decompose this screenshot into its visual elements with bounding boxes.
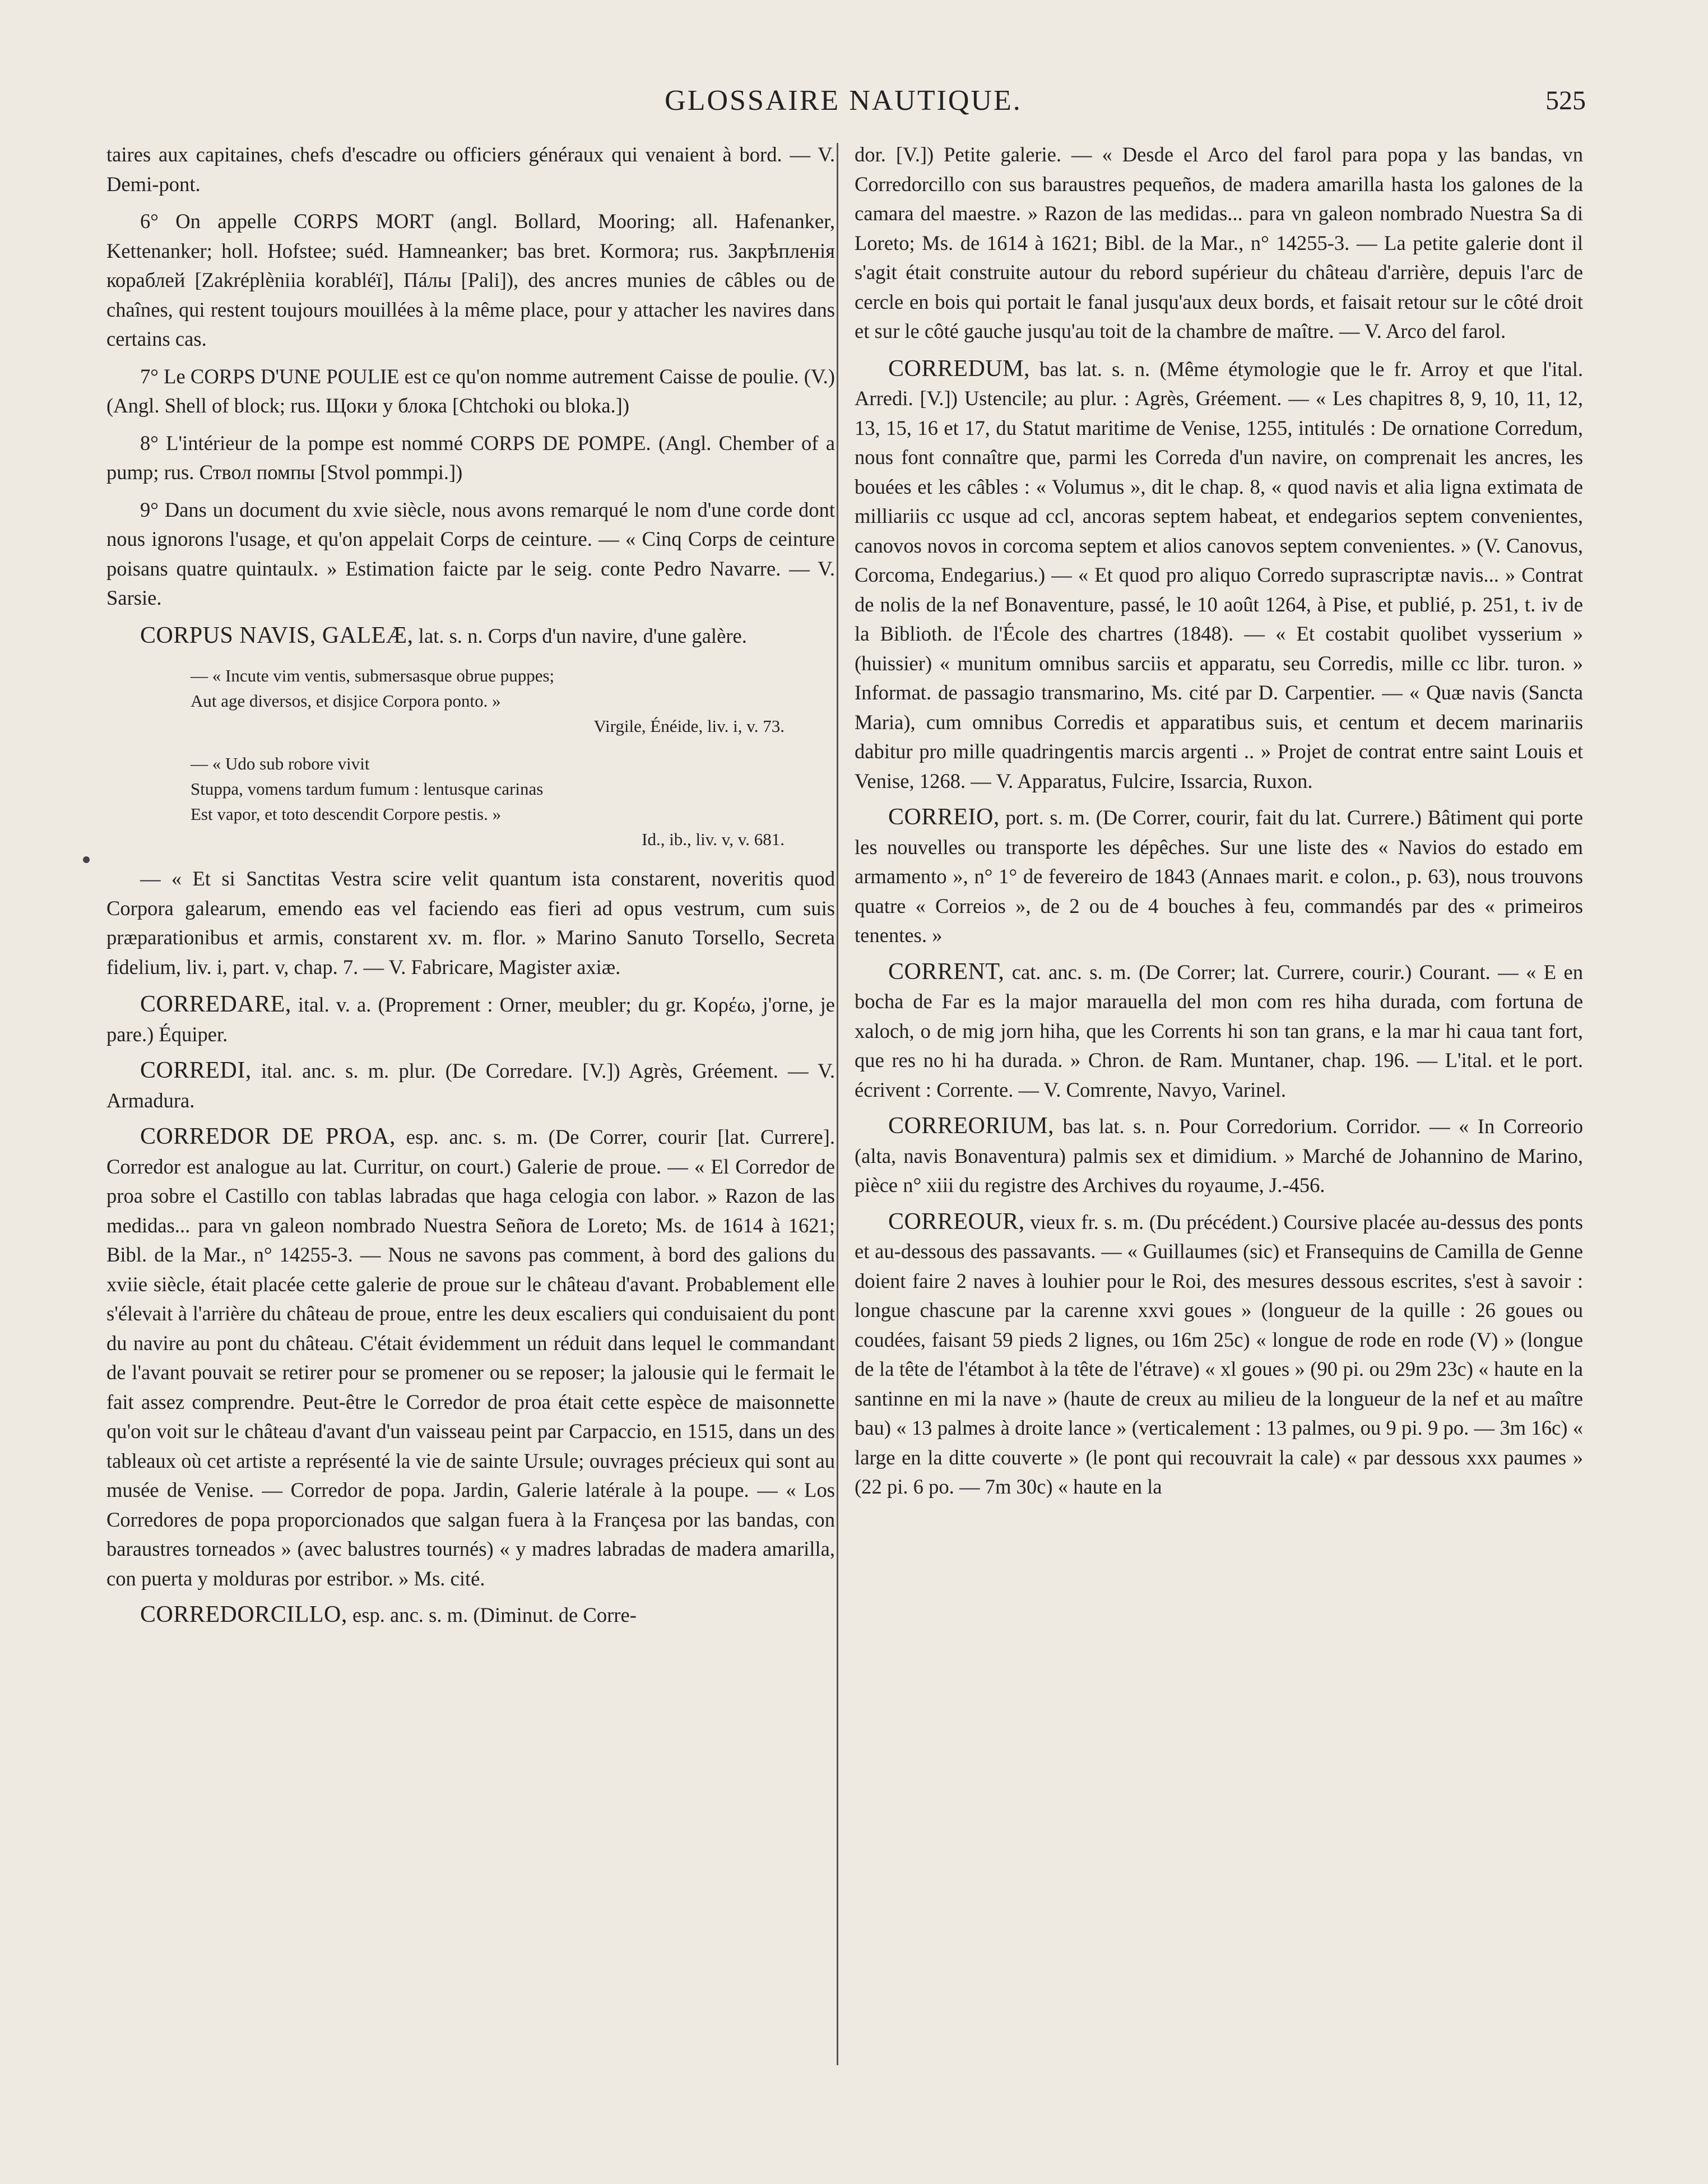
entry-headword: CORREDOR DE PROA, [140,1124,396,1149]
paragraph: 9° Dans un document du xvie siècle, nous avons remarqué le nom d'une corde dont nous ignorons l'usage, et qu'on appelait Corps de ceinture. — « Cinq Corps de ceinture poisans quatre quintaulx. » Estimation faicte par le seig. conte Pedro Navarre. — V. Sarsie. [106,498,835,609]
dictionary-entry [106,621,835,651]
verse-line: Virgile, Énéide, liv. i, v. 73. [593,716,785,736]
dictionary-entry [855,957,1583,1105]
margin-dot [83,856,90,863]
page-number: 525 [1545,86,1586,115]
dictionary-entry [106,1600,835,1630]
paragraph: taires aux capitaines, chefs d'escadre ou officiers généraux qui venaient à bord. — V. Demi-pont. [106,143,835,196]
paragraph: 7° Le CORPS D'UNE POULIE est ce qu'on nomme autrement Caisse de poulie. (V.) (Angl. Shell of block; rus. Щоки у блока [Chtchoki ou bloka.]) [106,364,835,417]
left-column [106,140,835,1637]
running-title: GLOSSAIRE NAUTIQUE. [665,85,1022,117]
entry-headword: CORREDI, [140,1058,252,1083]
entry-definition: esp. anc. s. m. (Diminut. de Corre- [347,1603,637,1626]
verse-line: Est vapor, et toto descendit Corpore pestis. » [191,804,502,824]
verse-quotation [106,663,835,739]
verse-line: Id., ib., liv. v, v. 681. [642,829,785,849]
paragraph: 8° L'intérieur de la pompe est nommé CORPS DE POMPE. (Angl. Chember of a pump; rus. Ствол помпы [Stvol pommpi.]) [106,431,835,484]
paragraph: — « Et si Sanctitas Vestra scire velit quantum ista constarent, noveritis quod Corpora galearum, emendo eas vel faciendo eas fieri ad opus vestrum, cum suis præparationibus et armis, constarent xv. m. flor. » Marino Sanuto Torsello, Secreta fidelium, liv. i, part. v, chap. 7. — V. Fabricare, Magister axiæ. [106,867,835,979]
right-column [855,140,1583,1509]
verse-line: — « Udo sub robore vivit [191,754,370,773]
entry-definition: bas lat. s. n. (Même étymologie que le fr. Arroy et que l'ital. Arredi. [V.]) Ustencile; au plur. : Agrès, Gréement. — « Les chapitres 8, 9, 10, 11, 12, 13, 15, 16 et 17, du Statut maritime de Venise, 1255, intitulés : De ornatione Corredum, nous font connaître que, parmi les Correda d'un navire, on comprenait les ancres, les bouées et les câbles : « Volumus », dit le chap. 8, « quod navis et alia ligna extimata de milliariis cc usque ad ccl, ancoras septem habeat, et endegarios septem convenientes, canovos novos in corcoma septem et alios canovos septem convenientes. » (V. Canovus, Corcoma, Endegarius.) — « Et quod pro aliquo Corredo suprascriptæ navis... » Contrat de nolis de la nef Bonaventure, passé, le 10 août 1264, à Pise, et publié, p. 251, t. iv de la Biblioth. de l'École des chartres (1848). — « Et costabit quolibet vysserium » (huissier) « munitum omnibus sarciis et apparatu, seu Corredis, mille cc libr. turon. » Informat. de passagio transmarino, Ms. cité par D. Carpentier. — « Quæ navis (Sancta Maria), cum omnibus Corredis et apparatibus suis, et centum et decem marinariis dabitur pro mille quadringentis marcis argenti .. » Projet de contrat entre saint Louis et Venise, 1268. — V. Apparatus, Fulcire, Issarcia, Ruxon. [855,357,1583,792]
entry-headword: CORREDARE, [140,991,291,1017]
entry-definition: ital. anc. s. m. plur. (De Corredare. [V.]) Agrès, Gréement. — V. Armadura. [106,1059,835,1112]
dictionary-entry [106,1122,835,1593]
verse-line: Aut age diversos, et disjice Corpora ponto. » [191,691,501,711]
entry-definition: esp. anc. s. m. (De Correr, courir [lat. Currere]. Corredor est analogue au lat. Curritur, on court.) Galerie de proue. — « El Corredor de proa sobre el Castillo con tablas labradas que haga celogia con labor. » Razon de las medidas... para vn galeon nombrado Nuestra Señora de Loreto; Ms. de 1614 à 1621; Bibl. de la Mar., n° 14255-3. — Nous ne savons pas comment, à bord des galions du xviie siècle, était placée cette galerie de proue sur le château d'avant. Probablement elle s'élevait à l'arrière du château de proue, entre les deux escaliers qui conduisaient du pont du navire au pont du château. C'était évidemment un réduit dans lequel le commandant de l'avant pouvait se retirer pour se promener ou se reposer; la jalousie qui le fermait le fait assez comprendre. Peut-être le Corredor de proa était cette espèce de maisonnette qu'on voit sur le château d'avant d'un vaisseau peint par Carpaccio, en 1515, dans un des tableaux où cet artiste a représenté la vie de sainte Ursule; ouvrages précieux qui sont au musée de Venise. — Corredor de popa. Jardin, Galerie latérale à la poupe. — « Los Corredores de popa proporcionados que salgan fuera à la Françesa por las bandas, con baraustres torneados » (avec balustres tournés) « y madres labradas de madera amarilla, con puerta y molduras por estribor. » Ms. cité. [106,1125,835,1590]
entry-headword: CORRENT, [888,958,1005,985]
verse-line: Stuppa, vomens tardum fumum : lentusque carinas [191,779,544,799]
entry-headword: CORREDUM, [888,355,1031,382]
paragraph: dor. [V.]) Petite galerie. — « Desde el Arco del farol para popa y las bandas, vn Corredorcillo con sus baraustres pequeños, de madera amarilla hasta los galones de la camara del maestre. » Razon de las medidas... para vn galeon nombrado Nuestra Sa di Loreto; Ms. de 1614 à 1621; Bibl. de la Mar., n° 14255-3. — La petite galerie dont il s'agit était construite autour du rebord supérieur du château d'arrière, depuis l'arc de cercle en bois qui portait le fanal jusqu'aux deux bords, et faisait retour sur le côté droit et sur le côté gauche jusqu'au toit de la chambre de maître. — V. Arco del farol. [855,143,1583,342]
dictionary-entry [855,803,1583,950]
dictionary-entry [855,1111,1583,1200]
entry-headword: CORPUS NAVIS, GALEÆ, [140,622,414,648]
entry-headword: CORREIO, [888,804,1000,830]
entry-headword: CORREDORCILLO, [140,1602,347,1627]
entry-headword: CORREORIUM, [888,1113,1055,1139]
dictionary-entry [855,1207,1583,1502]
entry-headword: CORREOUR, [888,1208,1025,1235]
dictionary-entry [106,1056,835,1115]
column-divider [837,143,838,2065]
entry-definition: bas lat. s. n. Pour Corredorium. Corridor. — « In Correorio (alta, navis Bonaventura) palmis sex et dimidium. » Marché de Johannino de Marino, pièce n° xiii du registre des Archives du royaume, J.-456. [855,1115,1583,1197]
verse-line: — « Incute vim ventis, submersasque obrue puppes; [191,666,555,685]
entry-definition: ital. v. a. (Proprement : Orner, meubler; du gr. Κορέω, j'orne, je pare.) Équiper. [106,993,835,1046]
entry-definition: vieux fr. s. m. (Du précédent.) Coursive placée au-dessus des ponts et au-dessous des passavants. — « Guillaumes (sic) et Fransequins de Camilla de Genne doient faire 2 naves à louhier pour le Roi, des mesures dessous escrites, s'est à savoir : longue chascune par la carenne xxvi goues » (longueur de la quille : 26 goues ou coudées, faisant 59 pieds 2 lignes, ou 16m 25c) « longue de rode en rode (V) » (longue de la tête de l'étambot à la tête de l'étrave) « xl goues » (90 pi. ou 29m 23c) « haute en la santinne en mi la nave » (haute de creux au milieu de la longueur de la nef et au maître bau) « 13 palmes à droite lance » (verticalement : 13 palmes, ou 9 pi. 9 po. — 3m 16c) « large en la ditte couverte » (le pont qui recouvrait la cale) « par dessous xxx paumes » (22 pi. 6 po. — 7m 30c) « haute en la [855,1210,1583,1498]
entry-definition: cat. anc. s. m. (De Correr; lat. Currere, courir.) Courant. — « E en bocha de Far es la major marauella del mon com res hiha durada, com fortuna de xaloch, o de mig jorn hiha, que les Corrents hi son tan grans, e la mar hi caua tant fort, que res no hi ha durada. » Chron. de Ram. Muntaner, chap. 196. — L'ital. et le port. écrivent : Corrente. — V. Comrente, Navyo, Varinel. [855,960,1583,1101]
page-header [101,84,1586,129]
dictionary-entry [106,990,835,1049]
entry-definition: lat. s. n. Corps d'un navire, d'une galère. [413,624,747,647]
paragraph: 6° On appelle CORPS MORT (angl. Bollard, Mooring; all. Hafenanker, Kettenanker; holl. Hofstee; suéd. Hamneanker; bas bret. Kormora; rus. Закрѣпленiя кораблей [Zakréplèniia korabléï], Пáлы [Pali]), des ancres munies de câbles ou de chaînes, qui restent toujours mouillées à la même place, pour y attacher les navires dans certains cas. [106,210,835,350]
dictionary-entry [855,354,1583,796]
entry-definition: port. s. m. (De Correr, courir, fait du lat. Currere.) Bâtiment qui porte les nouvelles ou transporte les dépêches. Sur une liste des « Navios do estado em armamento », n° 1° de fevereiro de 1843 (Annaes marit. e colon., p. 63), nous trouvons quatre « Correios », de 2 ou de 4 bouches à feu, commandés par des « primeiros tenentes. » [855,806,1583,947]
verse-quotation [106,751,835,852]
